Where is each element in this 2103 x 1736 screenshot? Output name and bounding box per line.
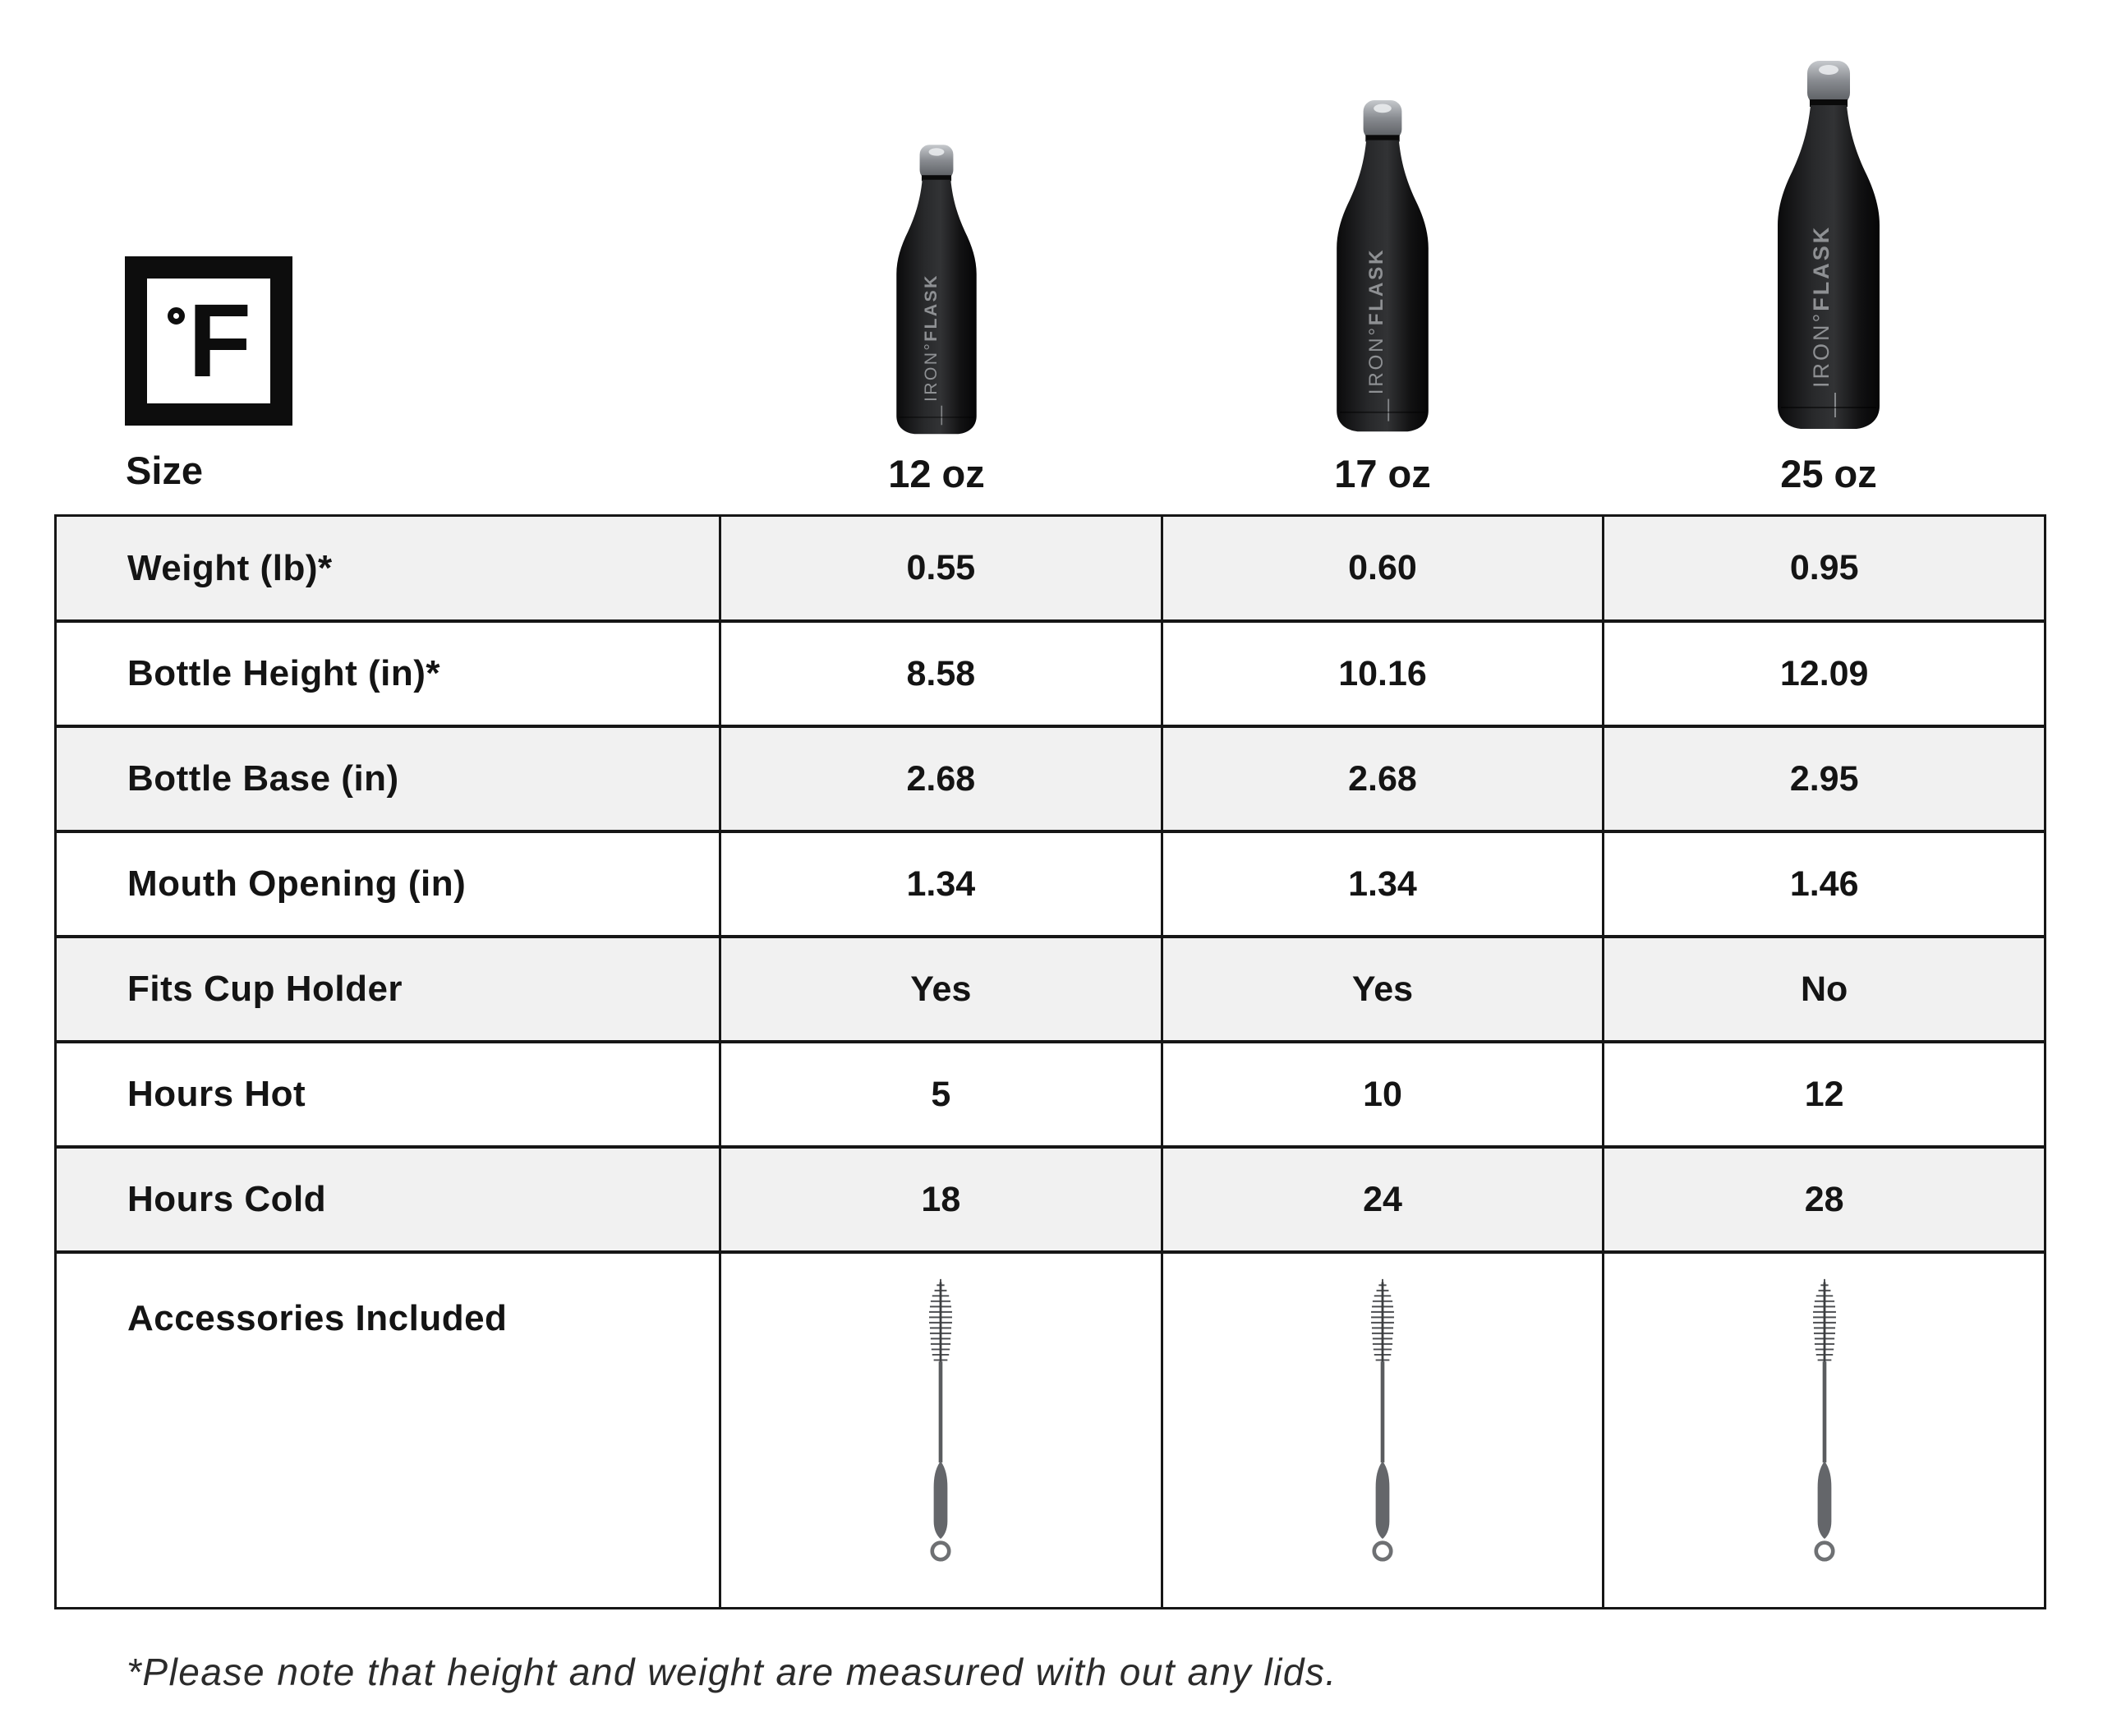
value-cell [719,1149,1161,1250]
bottle-image [1331,92,1434,449]
cell-text: No [1801,969,1848,1009]
accessory-cell [1602,1254,2044,1607]
cell-text: 0.95 [1789,548,1859,587]
cell-text: 12.09 [1779,653,1869,693]
row-label: Fits Cup Holder [127,969,403,1009]
table-row [57,1145,2044,1250]
value-cell [719,938,1161,1040]
value-cell [1161,623,1603,725]
table-row [57,725,2044,830]
brand-letter: F [188,283,250,398]
value-cell [1602,728,2044,830]
bottle-engraving: IRON°FLASK [1809,224,1834,388]
table-row [57,619,2044,725]
accessory-cell [719,1254,1161,1607]
cell-text: 2.68 [906,758,976,799]
bottle-size-label: 17 oz [1334,452,1431,495]
bottle-image [891,138,982,449]
table-row [57,1250,2044,1607]
row-label: Accessories Included [127,1298,508,1338]
bottle-brush-icon [1806,1278,1843,1583]
cell-text: 0.55 [906,548,976,587]
value-cell [1161,728,1603,830]
value-cell [1602,517,2044,619]
value-cell [1161,1149,1603,1250]
value-cell [1161,1043,1603,1145]
value-cell [719,517,1161,619]
cell-text: 2.95 [1789,758,1859,799]
bottle-engraving: IRON°FLASK [922,274,941,402]
value-cell [1161,833,1603,935]
value-cell [719,833,1161,935]
cell-text: 24 [1363,1179,1402,1219]
brand-logo [125,256,292,426]
cell-text: 1.34 [906,863,976,904]
degree-icon [168,307,185,325]
value-cell [1602,623,2044,725]
cell-text: 8.58 [906,653,976,693]
cell-text: Yes [1351,969,1414,1009]
row-label: Bottle Base (in) [127,758,399,799]
spec-comparison-table [54,514,2046,1609]
bottle-brush-icon [1364,1278,1401,1583]
cell-text: 28 [1804,1179,1844,1219]
footnote: *Please note that height and weight are measured with out any lids. [127,1651,1337,1693]
cell-text: 2.68 [1348,758,1417,799]
value-cell [1602,1149,2044,1250]
value-cell [719,1043,1161,1145]
row-label: Mouth Opening (in) [127,863,467,904]
product-column [1259,92,1506,493]
cell-text: 18 [921,1179,961,1219]
accessory-cell [1161,1254,1603,1607]
size-column-header: Size [126,449,204,492]
product-column [1705,51,1952,493]
table-row [57,517,2044,619]
bottle-engraving: IRON°FLASK [1365,247,1387,395]
value-cell [1602,938,2044,1040]
cell-text: 12 [1804,1074,1844,1114]
value-cell [1602,833,2044,935]
cell-text: 10 [1363,1074,1402,1114]
cell-text: 1.46 [1789,863,1859,904]
cell-text: 5 [931,1074,951,1114]
cell-text: 1.34 [1348,863,1417,904]
row-label: Bottle Height (in)* [127,653,441,693]
cell-text: 10.16 [1338,653,1427,693]
value-cell [719,728,1161,830]
value-cell [1161,938,1603,1040]
table-row [57,830,2044,935]
bottle-brush-icon [922,1278,959,1583]
cell-text: 0.60 [1348,548,1417,587]
cell-text: Yes [910,969,972,1009]
product-column [813,138,1060,493]
row-label: Hours Hot [127,1074,306,1114]
value-cell [719,623,1161,725]
row-label: Weight (lb)* [127,547,333,588]
bottle-size-label: 12 oz [888,452,985,495]
bottle-image [1771,51,1886,449]
table-row [57,935,2044,1040]
value-cell [1161,517,1603,619]
value-cell [1602,1043,2044,1145]
table-row [57,1040,2044,1145]
row-label: Hours Cold [127,1179,327,1219]
bottle-size-label: 25 oz [1780,452,1877,495]
